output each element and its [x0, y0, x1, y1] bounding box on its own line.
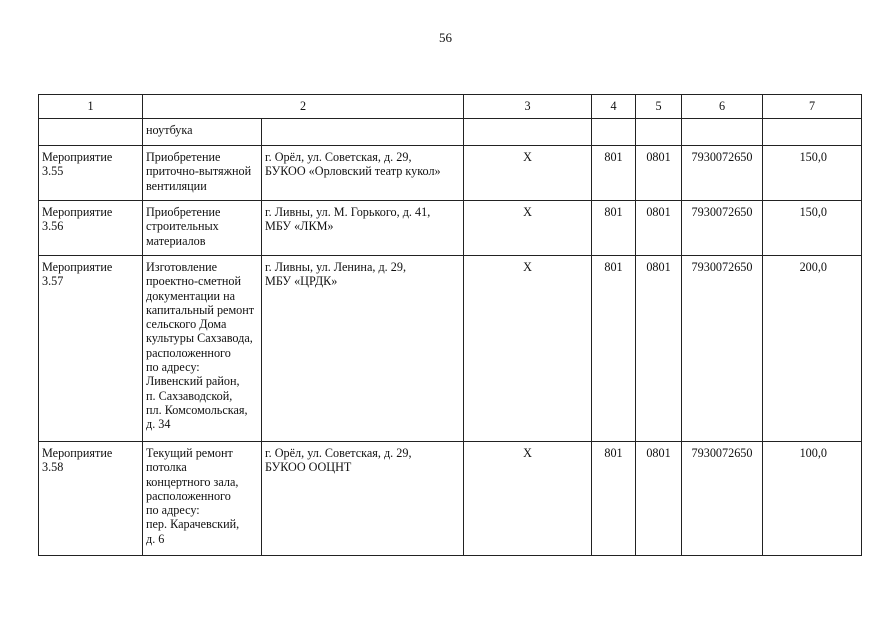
- col6-cell: 7930072650: [682, 256, 763, 442]
- header-cell-3: 3: [464, 95, 592, 119]
- col7-cell: 150,0: [763, 201, 862, 256]
- col4-cell: 801: [592, 146, 636, 201]
- event-cell: Мероприятие 3.55: [39, 146, 143, 201]
- col5-cell: 0801: [636, 256, 682, 442]
- col6-cell: 7930072650: [682, 201, 763, 256]
- table-row: [39, 146, 862, 201]
- col4-cell: [592, 119, 636, 146]
- header-cell-5: 5: [636, 95, 682, 119]
- col6-cell: 7930072650: [682, 442, 763, 556]
- event-cell: [39, 119, 143, 146]
- col5-cell: 0801: [636, 146, 682, 201]
- address-cell: [262, 119, 464, 146]
- page-number: 56: [439, 30, 452, 45]
- col3-cell: X: [464, 201, 592, 256]
- table-row: [39, 201, 862, 256]
- col4-cell: 801: [592, 201, 636, 256]
- col7-cell: [763, 119, 862, 146]
- event-cell: Мероприятие 3.56: [39, 201, 143, 256]
- col4-cell: 801: [592, 256, 636, 442]
- col3-cell: X: [464, 146, 592, 201]
- col7-cell: 200,0: [763, 256, 862, 442]
- col3-cell: X: [464, 256, 592, 442]
- name-cell: Изготовление проектно-сметной документации на капитальный ремонт сельского Дома культуры Сахзавода, расположенного по адресу: Ливенский район, п. Сахзаводской, пл. Комсомольская, д. 34: [143, 256, 262, 442]
- col5-cell: 0801: [636, 442, 682, 556]
- address-cell: г. Ливны, ул. М. Горького, д. 41, МБУ «ЛКМ»: [262, 201, 464, 256]
- header-cell-1: 1: [39, 95, 143, 119]
- col6-cell: [682, 119, 763, 146]
- event-cell: Мероприятие 3.58: [39, 442, 143, 556]
- table-row: [39, 442, 862, 556]
- col4-cell: 801: [592, 442, 636, 556]
- table-row-continuation: [39, 119, 862, 146]
- col7-cell: 100,0: [763, 442, 862, 556]
- col7-cell: 150,0: [763, 146, 862, 201]
- table-row: [39, 256, 862, 442]
- col3-cell: X: [464, 442, 592, 556]
- col3-cell: [464, 119, 592, 146]
- header-cell-4: 4: [592, 95, 636, 119]
- header-cell-7: 7: [763, 95, 862, 119]
- name-cell: Текущий ремонт потолка концертного зала, расположенного по адресу: пер. Карачевский, д. 6: [143, 442, 262, 556]
- col5-cell: 0801: [636, 201, 682, 256]
- budget-table: [38, 94, 862, 556]
- name-cell: Приобретение строительных материалов: [143, 201, 262, 256]
- header-cell-2: 2: [143, 95, 464, 119]
- header-cell-6: 6: [682, 95, 763, 119]
- col5-cell: [636, 119, 682, 146]
- name-cell: ноутбука: [143, 119, 262, 146]
- event-cell: Мероприятие 3.57: [39, 256, 143, 442]
- address-cell: г. Орёл, ул. Советская, д. 29, БУКОО ООЦНТ: [262, 442, 464, 556]
- address-cell: г. Орёл, ул. Советская, д. 29, БУКОО «Орловский театр кукол»: [262, 146, 464, 201]
- name-cell: Приобретение приточно-вытяжной вентиляции: [143, 146, 262, 201]
- address-cell: г. Ливны, ул. Ленина, д. 29, МБУ «ЦРДК»: [262, 256, 464, 442]
- table-header-row: [39, 95, 862, 119]
- col6-cell: 7930072650: [682, 146, 763, 201]
